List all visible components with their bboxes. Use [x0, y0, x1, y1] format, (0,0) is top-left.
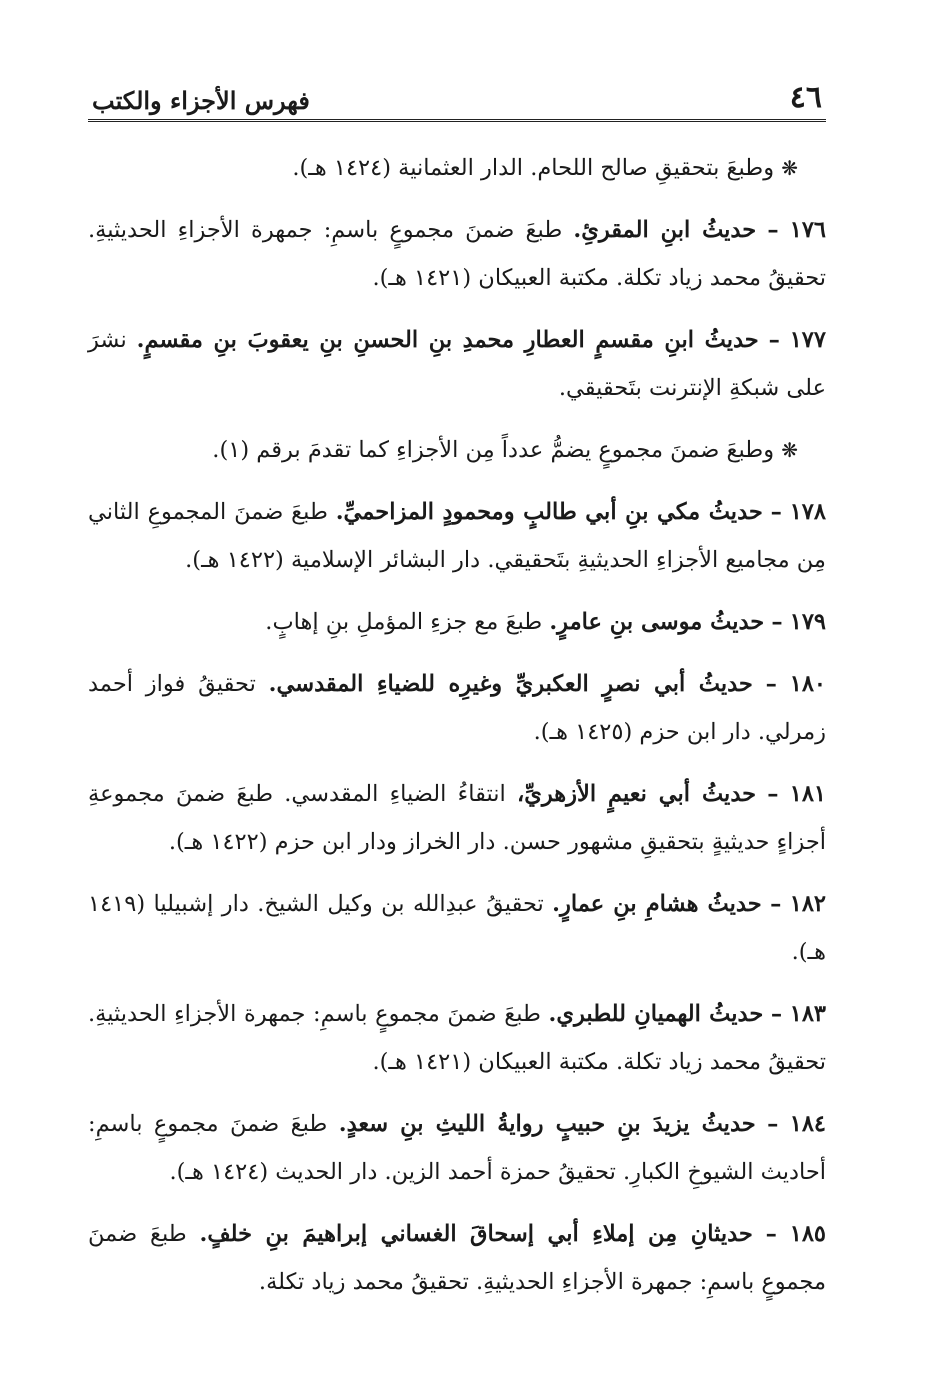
- asterisk-icon: ❋: [781, 438, 798, 462]
- index-entry: [88, 770, 826, 866]
- entry-dash: –: [771, 609, 783, 635]
- entry-dash: –: [770, 1001, 783, 1027]
- entry-dash: –: [770, 499, 782, 525]
- entry-text: طبعَ ضمنَ مجموعٍ باسمِ: جمهرة الأجزاءِ الحديثيةِ. تحقيقُ محمد زياد تكلة. مكتبة العبيكان (١٤٢١ هـ).: [88, 217, 826, 291]
- entry-number: ١٨٢: [789, 891, 826, 917]
- entry-title: حديثُ أبي نصرٍ العكبريِّ وغيرِه للضياءِ المقدسي.: [268, 671, 753, 697]
- entry-number: ١٧٩: [789, 609, 826, 635]
- asterisk-icon: ❋: [781, 156, 798, 180]
- entry-number: ١٨٠: [789, 671, 826, 697]
- entry-text: تحقيقُ فواز أحمد زمرلي. دار ابن حزم (١٤٢٥ هـ).: [88, 671, 826, 745]
- index-entry: [88, 488, 826, 584]
- running-header: [88, 70, 826, 122]
- entry-dash: –: [765, 1221, 777, 1247]
- entry-number: ١٧٦: [789, 217, 827, 243]
- entry-dash: –: [768, 327, 780, 353]
- entry-text: طبعَ ضمنَ مجموعٍ باسمِ: جمهرة الأجزاءِ الحديثيةِ. تحقيقُ محمد زياد تكلة.: [88, 1221, 826, 1295]
- entry-title: حديثُ هشامِ بنِ عمارٍ.: [552, 891, 762, 917]
- entry-text: طبعَ مع جزءِ المؤملِ بنِ إهابٍ.: [265, 609, 543, 635]
- entry-number: ١٨١: [789, 781, 827, 807]
- entry-dash: –: [767, 1111, 779, 1137]
- entry-title: حديثُ أبي نعيمٍ الأزهريِّ،: [517, 781, 757, 807]
- entry-title: حديثانِ مِن إملاءِ أبي إسحاقَ الغساني إبراهيمَ بنِ خلفٍ.: [199, 1221, 753, 1247]
- entry-title: حديثُ يزيدَ بنِ حبيبٍ روايةُ الليثِ بنِ سعدٍ.: [338, 1111, 756, 1137]
- index-note: [88, 426, 798, 474]
- entry-number: ١٧٧: [789, 327, 826, 353]
- note-text: وطبعَ بتحقيقِ صالح اللحام. الدار العثمانية (١٤٢٤ هـ).: [292, 155, 775, 181]
- index-entry: [88, 598, 826, 646]
- index-entry: [88, 990, 826, 1086]
- index-entry: [88, 1100, 826, 1196]
- entry-number: ١٧٨: [789, 499, 826, 525]
- entry-text: نشرَ على شبكةِ الإنترنت بتَحقيقي.: [88, 327, 826, 401]
- entry-text: طبعَ ضمنَ مجموعٍ باسمِ: أحاديث الشيوخِ الكبارِ. تحقيقُ حمزة أحمد الزين. دار الحديث (١٤٢٤ هـ).: [88, 1111, 826, 1185]
- index-note: [88, 144, 798, 192]
- index-entry: [88, 880, 826, 976]
- index-entry: [88, 1210, 826, 1306]
- entry-number: ١٨٥: [789, 1221, 826, 1247]
- index-entry: [88, 316, 826, 412]
- entry-dash: –: [770, 891, 782, 917]
- entry-text: طبعَ ضمنَ مجموعٍ باسمِ: جمهرة الأجزاءِ الحديثيةِ. تحقيقُ محمد زياد تكلة. مكتبة العبيكان (١٤٢١ هـ).: [88, 1001, 826, 1075]
- entry-title: حديثُ ابنِ المقرئِ.: [573, 217, 757, 243]
- entry-text: انتقاءُ الضياءِ المقدسي. طبعَ ضمنَ مجموعةِ أجزاءٍ حديثيةٍ بتحقيقِ مشهور حسن. دار الخراز ودار ابن حزم (١٤٢٢ هـ).: [88, 781, 826, 855]
- note-text: وطبعَ ضمنَ مجموعٍ يضمُّ عدداً مِن الأجزاءِ كما تقدمَ برقم (١).: [212, 437, 775, 463]
- entry-dash: –: [767, 781, 779, 807]
- index-body: [88, 144, 826, 1306]
- entry-text: طبعَ ضمنَ المجموعِ الثاني مِن مجاميع الأجزاءِ الحديثيةِ بتَحقيقي. دار البشائر الإسلامية (١٤٢٢ هـ).: [88, 499, 826, 573]
- entry-title: حديثُ مكي بنِ أبي طالبٍ ومحمودٍ المزاحميِّ.: [335, 499, 763, 525]
- entry-dash: –: [767, 217, 779, 243]
- entry-title: حديثُ ابنِ مقسمٍ العطارِ محمدِ بنِ الحسنِ بنِ يعقوبَ بنِ مقسمٍ.: [136, 327, 759, 353]
- book-page: [88, 70, 826, 1320]
- entry-number: ١٨٣: [789, 1001, 826, 1027]
- entry-title: حديثُ الهميانِ للطبري.: [548, 1001, 764, 1027]
- entry-number: ١٨٤: [789, 1111, 827, 1137]
- entry-text: تحقيقُ عبدِالله بن وكيل الشيخ. دار إشبيليا (١٤١٩ هـ).: [88, 891, 826, 965]
- running-title: فهرس الأجزاء والكتب: [92, 86, 310, 115]
- entry-dash: –: [765, 671, 777, 697]
- index-entry: [88, 660, 826, 756]
- index-entry: [88, 206, 826, 302]
- page-number: ٤٦: [789, 80, 822, 115]
- entry-title: حديثُ موسى بنِ عامرٍ.: [549, 609, 765, 635]
